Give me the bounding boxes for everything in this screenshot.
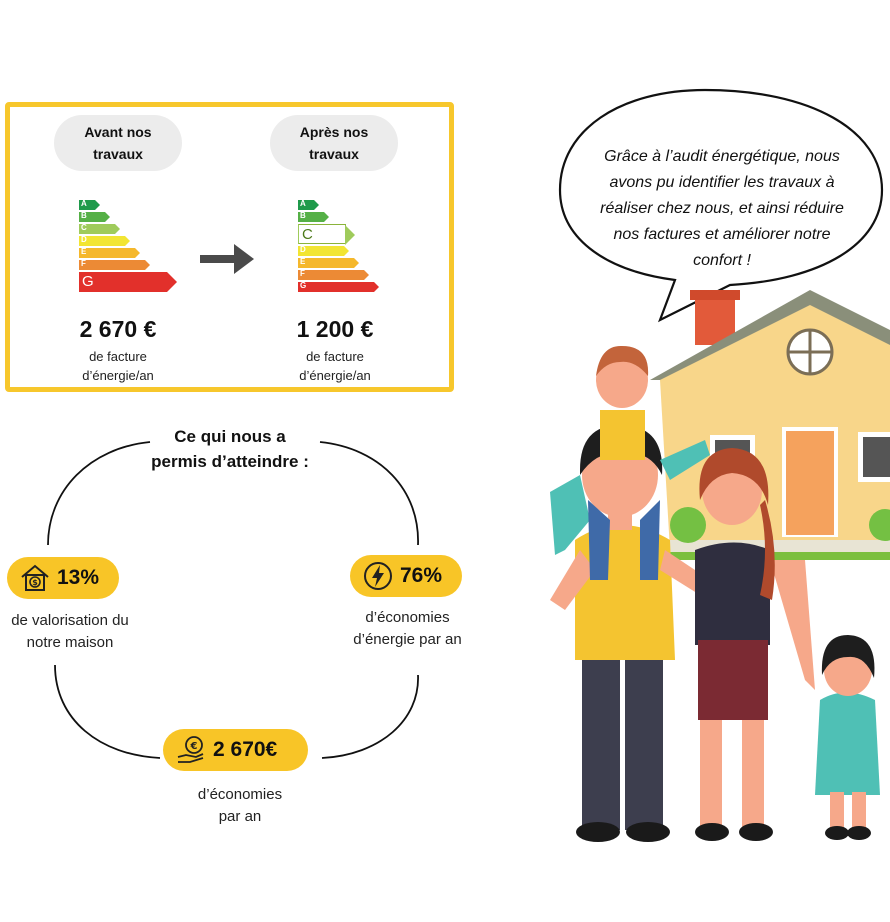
energy-band-g (298, 282, 374, 292)
price-after: 1 200 € (296, 316, 374, 342)
energy-band-bar (79, 212, 105, 222)
energy-label-after (298, 200, 374, 292)
stat-value-home: 13% (57, 566, 100, 589)
cycle-title (120, 424, 340, 474)
stat-badge-home-value (7, 557, 119, 599)
energy-band-bar (298, 258, 354, 268)
energy-band-bar (79, 200, 95, 210)
testimonial-quote (572, 144, 872, 274)
energy-band-letter: E (81, 247, 87, 256)
lightning-icon (362, 560, 394, 592)
energy-band-d (79, 236, 167, 246)
stat-badge-money-savings (163, 729, 308, 771)
stat-desc-energy-line1: d’économies (365, 609, 450, 626)
energy-band-letter: E (300, 257, 306, 266)
cycle-title-line2: permis d’atteindre : (151, 452, 309, 471)
energy-band-letter: B (300, 211, 306, 220)
stat-value-energy: 76% (400, 564, 443, 587)
house (650, 290, 890, 560)
stat-desc-home-line1: de valorisation du (11, 612, 129, 629)
energy-band-f (79, 260, 167, 270)
before-works-label (54, 115, 182, 171)
stat-desc-energy (335, 607, 480, 651)
energy-band-letter: F (300, 269, 305, 278)
energy-band-letter: C (81, 223, 87, 232)
energy-band-letter: D (81, 235, 87, 244)
house-money-icon (19, 562, 51, 594)
energy-band-b (79, 212, 167, 222)
energy-band-bar (298, 282, 374, 292)
price-after-caption-line1: de facture (306, 349, 364, 364)
stat-badge-energy-savings (350, 555, 462, 597)
energy-band-bar (79, 236, 125, 246)
energy-band-b (298, 212, 374, 222)
energy-band-letter: D (300, 245, 306, 254)
energy-band-bar (298, 200, 314, 210)
energy-band-letter: F (81, 259, 86, 268)
stat-desc-money-line2: par an (218, 808, 262, 825)
energy-band-bar (298, 270, 364, 280)
testimonial-line4: nos factures et améliorer notre (613, 226, 831, 243)
arrow-right-icon (200, 242, 256, 276)
testimonial-line5: confort ! (693, 252, 751, 269)
energy-band-letter: A (81, 199, 87, 208)
energy-band-f (298, 270, 374, 280)
cycle-arc-bottom-right (322, 675, 418, 758)
energy-band-letter: G (82, 273, 94, 290)
energy-band-a (298, 200, 374, 210)
price-before-caption-line2: d’énergie/an (82, 368, 154, 383)
energy-band-bar (79, 248, 135, 258)
stat-value-money: 2 670€ (213, 738, 278, 761)
energy-band-bar (79, 260, 145, 270)
energy-band-d (298, 246, 374, 256)
hand-euro-icon (175, 734, 207, 766)
girl (815, 635, 880, 840)
energy-band-bar (79, 224, 115, 234)
svg-text:$: $ (32, 578, 38, 587)
energy-band-bar (298, 224, 346, 244)
energy-band-letter: A (300, 199, 306, 208)
after-works-label (270, 115, 398, 171)
testimonial-line1: Grâce à l’audit énergétique, nous (604, 148, 840, 165)
price-after-caption (255, 347, 415, 385)
cycle-title-line1: Ce qui nous a (174, 427, 286, 446)
before-works-title: Avant nos travaux (84, 124, 152, 162)
energy-band-c (298, 224, 374, 244)
energy-band-c (79, 224, 167, 234)
cycle-arc-bottom-left (55, 665, 160, 758)
energy-band-letter: G (300, 281, 307, 290)
energy-band-e (298, 258, 374, 268)
energy-band-bar (298, 212, 324, 222)
testimonial-line3: réaliser chez nous, et ainsi réduire (600, 200, 844, 217)
energy-band-e (79, 248, 167, 258)
energy-band-bar (298, 246, 344, 256)
stat-desc-energy-line2: d’énergie par an (353, 631, 462, 648)
price-after-caption-line2: d’énergie/an (299, 368, 371, 383)
testimonial-line2: avons pu identifier les travaux à (609, 174, 835, 191)
energy-band-g (79, 272, 167, 292)
price-before-caption (38, 347, 198, 385)
energy-band-a (79, 200, 167, 210)
energy-band-letter: C (302, 226, 313, 243)
svg-text:€: € (190, 741, 198, 752)
after-works-title: Après nos travaux (299, 124, 369, 162)
energy-label-before (79, 200, 167, 292)
stat-desc-home (0, 610, 140, 654)
energy-band-letter: B (81, 211, 87, 220)
price-before-caption-line1: de facture (89, 349, 147, 364)
stat-desc-money (170, 784, 310, 828)
stat-desc-home-line2: notre maison (26, 634, 114, 651)
stat-desc-money-line1: d’économies (197, 786, 283, 803)
price-before: 2 670 € (79, 316, 157, 342)
energy-band-bar (79, 272, 167, 292)
